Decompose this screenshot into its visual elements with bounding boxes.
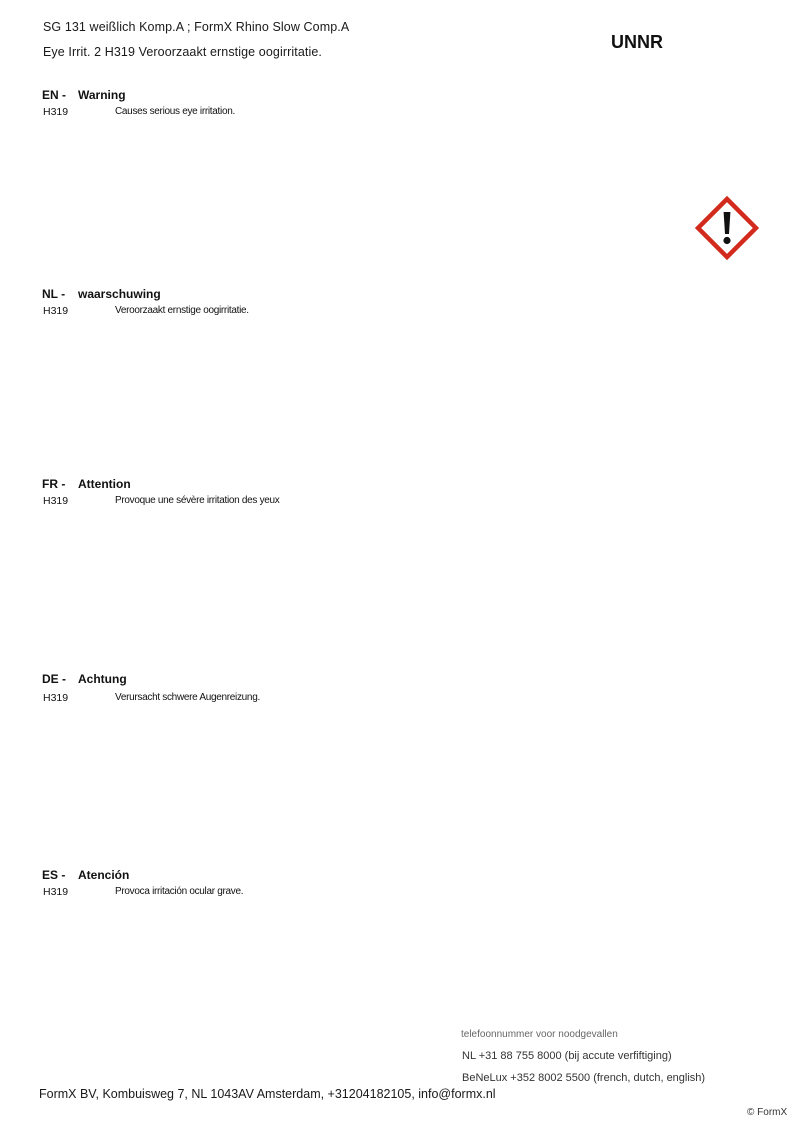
signal-word: Attention: [78, 477, 131, 491]
signal-word: Atención: [78, 868, 130, 882]
copyright: © FormX: [747, 1107, 788, 1118]
hazard-statement: Verursacht schwere Augenreizung.: [115, 692, 260, 703]
section-heading-nl: [42, 287, 161, 301]
section-heading-en: [42, 88, 126, 102]
section-heading-es: [42, 868, 129, 882]
company-address: FormX BV, Kombuisweg 7, NL 1043AV Amsterdam, +31204182105, info@formx.nl: [39, 1087, 496, 1101]
emergency-nl-line: NL +31 88 755 8000 (bij accute verfiftiging): [462, 1050, 672, 1062]
hazard-statement: Provoque une sévère irritation des yeux: [115, 495, 280, 506]
signal-word: waarschuwing: [78, 287, 161, 301]
h-code: H319: [43, 305, 69, 317]
product-name: SG 131 weißlich Komp.A ; FormX Rhino Slow Comp.A: [43, 20, 350, 34]
unnr-label: UNNR: [611, 32, 663, 52]
hazard-statement: Veroorzaakt ernstige oogirritatie.: [115, 305, 249, 316]
ghs07-exclamation-mark-icon: [695, 196, 759, 260]
lang-code: NL -: [42, 287, 66, 301]
classification-line: Eye Irrit. 2 H319 Veroorzaakt ernstige oogirritatie.: [43, 45, 322, 59]
hazard-statement: Provoca irritación ocular grave.: [115, 886, 244, 897]
emergency-title: telefoonnummer voor noodgevallen: [461, 1029, 618, 1040]
signal-word: Warning: [78, 88, 126, 102]
hazard-statement: Causes serious eye irritation.: [115, 106, 235, 117]
h-code: H319: [43, 495, 69, 507]
lang-code: ES -: [42, 868, 66, 882]
section-heading-de: [42, 672, 127, 686]
lang-code: DE -: [42, 672, 66, 686]
emergency-benelux-line: BeNeLux +352 8002 5500 (french, dutch, english): [462, 1072, 706, 1084]
section-heading-fr: [42, 477, 131, 491]
h-code: H319: [43, 106, 69, 118]
h-code: H319: [43, 886, 69, 898]
signal-word: Achtung: [78, 672, 127, 686]
lang-code: EN -: [42, 88, 66, 102]
h-code: H319: [43, 692, 69, 704]
lang-code: FR -: [42, 477, 66, 491]
